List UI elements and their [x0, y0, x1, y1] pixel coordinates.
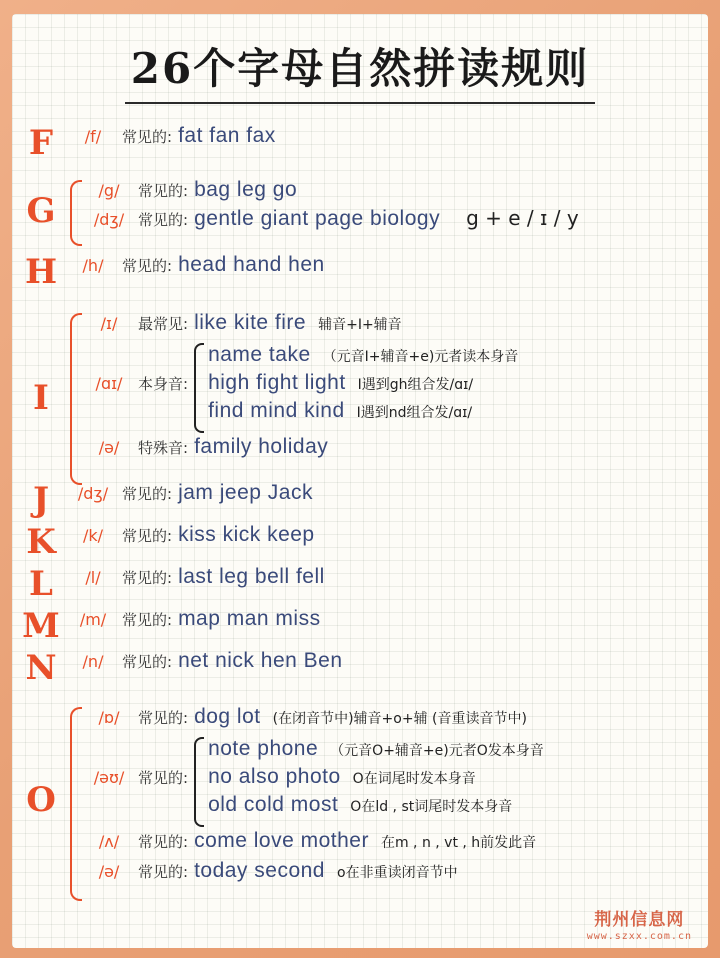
phonetic-symbol: /ə/	[98, 438, 120, 457]
phonetic-symbol: /ɑɪ/	[95, 373, 123, 393]
entries	[70, 563, 708, 591]
sub-brace-bracket	[194, 737, 204, 827]
letter-section-m	[12, 605, 708, 646]
phonetic-symbol: /əʊ/	[93, 767, 125, 787]
rule-entry	[86, 176, 708, 204]
rule-note: I遇到gh组合发/ɑɪ/	[357, 377, 474, 393]
letter-section-g	[12, 176, 708, 233]
rule-entry	[70, 563, 708, 591]
watermark-main: 荆州信息网	[594, 910, 685, 930]
example-words: today second	[194, 859, 325, 882]
example-words: bag leg go	[194, 178, 298, 201]
example-words: find mind kind	[208, 399, 345, 422]
rule-entry	[70, 479, 708, 507]
frequency-label: 常见的:	[122, 527, 173, 545]
letter-label: F	[28, 123, 54, 163]
note-sheet	[12, 14, 708, 948]
example-words: dog lot	[194, 705, 261, 728]
sub-rule-entry	[208, 791, 544, 819]
letter-label: L	[29, 564, 53, 604]
phonetic-symbol: /k/	[82, 526, 104, 545]
frequency-label: 常见的:	[122, 128, 173, 146]
example-words: map man miss	[178, 607, 321, 630]
rule-entry	[70, 122, 708, 150]
example-words: no also photo	[208, 765, 341, 788]
rule-note: o在非重读闭音节中	[337, 865, 458, 881]
example-words: jam jeep Jack	[178, 481, 313, 504]
entries	[70, 309, 708, 461]
rule-entry-group	[86, 337, 708, 429]
example-words: gentle giant page biology	[194, 207, 441, 230]
rule-entry	[70, 521, 708, 549]
rule-entry-group	[86, 731, 708, 823]
frequency-label: 常见的:	[122, 485, 173, 503]
brace-bracket	[70, 313, 82, 485]
rule-entry	[70, 605, 708, 633]
rule-entry	[86, 703, 708, 731]
frequency-label: 特殊音:	[138, 439, 189, 457]
frequency-label: 常见的:	[122, 653, 173, 671]
sub-rule-entry	[208, 397, 518, 425]
entries	[70, 521, 708, 549]
sub-entries	[194, 341, 518, 425]
entries	[70, 122, 708, 150]
letter-section-i	[12, 309, 708, 461]
example-words: fat fan fax	[178, 124, 276, 147]
phonetic-symbol: /dʒ/	[93, 210, 125, 229]
phonetic-symbol: /l/	[85, 568, 101, 587]
entries	[70, 479, 708, 507]
sub-rule-entry	[208, 341, 518, 369]
letter-label: K	[26, 522, 56, 562]
sub-brace-bracket	[194, 343, 204, 433]
phonetic-symbol: /g/	[98, 181, 120, 200]
example-words: come love mother	[194, 829, 369, 852]
rule-note: O在ld , st词尾时发本身音	[350, 799, 513, 815]
phonetic-symbol: /n/	[82, 652, 104, 671]
phonetic-symbol: /ɒ/	[98, 708, 120, 727]
phonetic-symbol: /ʌ/	[98, 832, 120, 851]
example-words: old cold most	[208, 793, 339, 816]
letter-section-k	[12, 521, 708, 562]
example-words: family holiday	[194, 435, 329, 458]
letter-label: N	[25, 648, 57, 688]
frequency-label: 常见的:	[138, 863, 189, 881]
sub-rule-entry	[208, 369, 518, 397]
sub-rule-entry	[208, 763, 544, 791]
example-words: note phone	[208, 737, 319, 760]
example-words: name take	[208, 343, 311, 366]
letter-section-o	[12, 703, 708, 885]
letter-section-f	[12, 122, 708, 163]
entries	[70, 647, 708, 675]
letter-label: H	[24, 252, 58, 292]
frequency-label: 常见的:	[138, 768, 189, 787]
rule-entry	[86, 429, 708, 461]
letter-label: M	[22, 606, 60, 646]
rule-entry	[70, 251, 708, 279]
rule-formula: g + e / ɪ / y	[466, 206, 579, 230]
example-words: head hand hen	[178, 253, 325, 276]
letter-label: I	[33, 378, 49, 418]
rule-entry	[70, 647, 708, 675]
rule-note: (在闭音节中)辅音+o+辅 (音重读音节中)	[272, 711, 527, 727]
frequency-label: 常见的:	[138, 833, 189, 851]
rule-entry	[86, 309, 708, 337]
page-title: 26个字母自然拼读规则	[12, 36, 708, 104]
letter-label: J	[32, 480, 50, 520]
rule-entry	[86, 855, 708, 885]
rule-entry	[86, 204, 708, 233]
letter-section-n	[12, 647, 708, 688]
watermark	[587, 905, 692, 942]
example-words: last leg bell fell	[178, 565, 325, 588]
phonetic-symbol: /h/	[82, 256, 104, 275]
phonetic-symbol: /f/	[84, 127, 102, 146]
frequency-label: 最常见:	[138, 315, 189, 333]
entries	[70, 703, 708, 885]
frequency-label: 常见的:	[122, 611, 173, 629]
example-words: like kite fire	[194, 311, 307, 334]
brace-bracket	[70, 180, 82, 246]
rule-note: O在词尾时发本身音	[352, 771, 476, 787]
sub-entries	[194, 735, 544, 819]
rule-note: 在m , n , vt , h前发此音	[380, 835, 537, 851]
example-words: kiss kick keep	[178, 523, 315, 546]
frequency-label: 常见的:	[122, 569, 173, 587]
phonetic-symbol: /dʒ/	[77, 484, 109, 503]
letter-label: G	[26, 191, 56, 231]
entries	[70, 251, 708, 279]
phonetic-symbol: /ɪ/	[100, 314, 118, 333]
watermark-url: www.szxx.com.cn	[586, 931, 692, 942]
letter-section-h	[12, 251, 708, 292]
letter-section-l	[12, 563, 708, 604]
rule-note: （元音O+辅音+e)元者O发本身音	[330, 743, 544, 759]
entries	[70, 176, 708, 233]
rule-note: （元音I+辅音+e)元者读本身音	[322, 349, 519, 365]
brace-bracket	[70, 707, 82, 901]
frequency-label: 常见的:	[138, 709, 189, 727]
rule-entry	[86, 823, 708, 855]
rules-content	[12, 110, 708, 885]
frequency-label: 本身音:	[138, 374, 189, 393]
letter-label: O	[26, 780, 56, 820]
example-words: net nick hen Ben	[178, 649, 343, 672]
phonetic-symbol: /m/	[79, 610, 107, 629]
frequency-label: 常见的:	[138, 182, 189, 200]
sub-rule-entry	[208, 735, 544, 763]
frequency-label: 常见的:	[138, 211, 189, 229]
entries	[70, 605, 708, 633]
letter-section-j	[12, 479, 708, 520]
example-words: high fight light	[208, 371, 346, 394]
rule-note: 辅音+I+辅音	[318, 317, 402, 333]
phonetic-symbol: /ə/	[98, 862, 120, 881]
frequency-label: 常见的:	[122, 257, 173, 275]
rule-note: I遇到nd组合发/ɑɪ/	[356, 405, 473, 421]
